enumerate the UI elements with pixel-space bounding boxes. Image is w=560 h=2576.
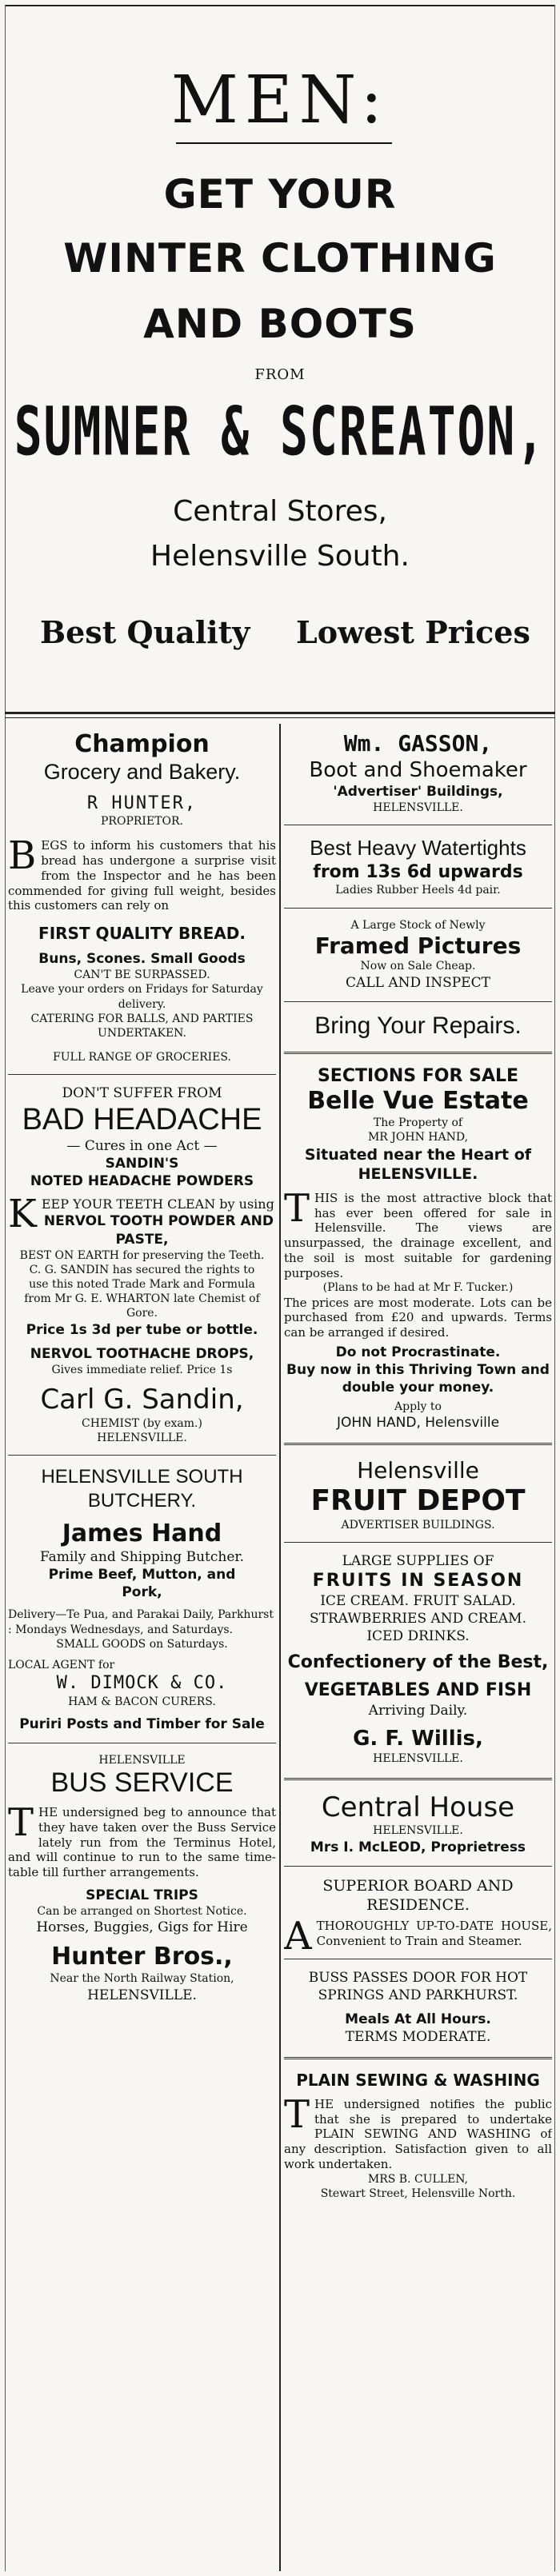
fruit-fruits: FRUITS IN SEASON: [312, 1571, 524, 1592]
bellevue-body-text: HIS is the most attractive block that has ever been offered for sale in Helensville. The views are unsurpassed, the drainage excellent, and the soil is most suitable for gardening purposes.: [284, 1190, 552, 1280]
champion-proprietor-role: PROPRIETOR.: [101, 815, 183, 829]
champion-proprietor-name: R HUNTER,: [86, 793, 198, 813]
headline-line-3: AND BOOTS: [143, 301, 417, 347]
headache-sandins: SANDIN'S: [105, 1156, 179, 1172]
central-meals: Meals At All Hours.: [345, 2011, 491, 2027]
central-title: Central House: [321, 1791, 515, 1823]
banner-divider: [5, 712, 555, 714]
firm-name: SUMNER & SCREATON,: [14, 392, 546, 471]
sewing-ad: [284, 2071, 552, 2201]
bus-dropcap: T: [8, 1800, 34, 1846]
bus-horses: Horses, Buggies, Gigs for Hire: [36, 1919, 248, 1936]
divider: [284, 1052, 552, 1054]
top-rule: [5, 5, 555, 6]
butchery-role: Family and Shipping Butcher.: [39, 1549, 245, 1566]
headache-title: BAD HEADACHE: [22, 1102, 262, 1136]
champion-cant: CAN'T BE SURPASSED.: [74, 968, 210, 982]
headache-dont: DON'T SUFFER FROM: [62, 1085, 222, 1102]
right-column: [284, 724, 552, 2571]
bus-town2: HELENSVILLE.: [87, 1987, 197, 2003]
bellevue-owner: MR JOHN HAND,: [367, 1131, 469, 1144]
champion-body: [8, 833, 276, 913]
champion-bread: FIRST QUALITY BREAD.: [38, 924, 246, 944]
divider: [284, 1542, 552, 1543]
bus-shortest: Can be arranged on Shortest Notice.: [37, 1905, 247, 1919]
gasson-stock: A Large Stock of Newly: [350, 918, 486, 932]
gasson-call: CALL AND INSPECT: [346, 974, 490, 991]
gasson-ad: [284, 724, 552, 1040]
tagline-quality: Best Quality: [40, 614, 250, 650]
right-border: [554, 5, 555, 2571]
bellevue-buy: Buy now in this Thriving Town and double your money.: [286, 1361, 550, 1396]
champion-range: FULL RANGE OF GROCERIES.: [53, 1051, 231, 1064]
fruit-iced: ICED DRINKS.: [366, 1627, 470, 1644]
butchery-agent: LOCAL AGENT for: [8, 1658, 115, 1671]
headache-noted: NOTED HEADACHE POWDERS: [30, 1173, 254, 1190]
headache-dropcap: K: [8, 1192, 37, 1237]
bellevue-sections: SECTIONS FOR SALE: [317, 1065, 519, 1086]
central-prop: Mrs I. McLEOD, Proprietress: [310, 1839, 526, 1855]
sewing-dropcap: T: [284, 2091, 310, 2137]
butchery-name: James Hand: [62, 1520, 222, 1548]
fruit-straw: STRAWBERRIES AND CREAM.: [309, 1610, 526, 1627]
butchery-curers: HAM & BACON CURERS.: [68, 1695, 216, 1708]
fruit-town2: HELENSVILLE.: [373, 1752, 463, 1766]
headache-keep-text: EEP YOUR TEETH CLEAN by using: [41, 1196, 274, 1212]
headline-line-1: GET YOUR: [163, 171, 397, 218]
chemist-name: Carl G. Sandin,: [40, 1383, 244, 1416]
champion-leave: Leave your orders on Fridays for Saturday delivery.: [21, 983, 263, 1011]
gasson-building: 'Advertiser' Buildings,: [333, 784, 503, 801]
headache-nervol: NERVOL TOOTH POWDER AND PASTE,: [43, 1213, 274, 1248]
bus-title: BUS SERVICE: [50, 1767, 234, 1799]
bellevue-situated: Situated near the Heart of HELENSVILLE.: [304, 1145, 532, 1184]
sewing-body-text: HE undersigned notifies the public that she is prepared to undertake PLAIN SEWING AND WASHING of any description. Satisfaction given to all work undertaken.: [284, 2096, 552, 2171]
bellevue-plans: (Plans to be had at Mr F. Tucker.): [322, 1281, 514, 1295]
headache-relief: Gives immediate relief. Price 1s: [51, 1363, 233, 1376]
left-column: [8, 724, 276, 2571]
champion-catering: CATERING FOR BALLS, AND PARTIES UNDERTAKEN.: [30, 1012, 254, 1040]
chemist-town: HELENSVILLE.: [97, 1431, 187, 1444]
divider: [284, 908, 552, 909]
central-ad: [284, 1791, 552, 2046]
bellevue-body: [284, 1185, 552, 1281]
headache-ad: [8, 1084, 276, 1445]
fruit-town: Helensville: [357, 1457, 479, 1484]
address-line-1: Central Stores,: [173, 495, 387, 528]
champion-subtitle: Grocery and Bakery.: [43, 760, 241, 784]
from-label: FROM: [254, 366, 306, 383]
bellevue-contact: JOHN HAND, Helensville: [336, 1415, 500, 1432]
butchery-dimock: W. DIMOCK & CO.: [56, 1673, 228, 1694]
champion-ad: [8, 724, 276, 1064]
central-board: SUPERIOR BOARD AND RESIDENCE.: [322, 1876, 514, 1915]
fruit-name: G. F. Willis,: [353, 1726, 483, 1751]
gasson-price: from 13s 6d upwards: [313, 861, 523, 882]
champion-body-text: EGS to inform his customers that his bread has undergone a surprise visit from the Inspector and he has been commended for giving full weight, besides this customers can rely on: [8, 838, 276, 913]
divider: [284, 2057, 552, 2059]
central-body: [284, 1914, 552, 1959]
divider: [284, 1443, 552, 1445]
butchery-title: HELENSVILLE SOUTH BUTCHERY.: [41, 1466, 243, 1512]
central-terms: TERMS MODERATE.: [345, 2028, 491, 2045]
left-border: [5, 5, 6, 2571]
bus-town: HELENSVILLE: [98, 1753, 186, 1767]
gasson-heels: Ladies Rubber Heels 4d pair.: [335, 884, 501, 897]
divider: [284, 1001, 552, 1002]
gasson-watertights: Best Heavy Watertights: [310, 836, 526, 861]
divider: [284, 1778, 552, 1780]
butchery-ad: [8, 1465, 276, 1733]
fruit-ad: [284, 1456, 552, 1766]
bellevue-apply: Apply to: [394, 1400, 442, 1414]
central-dropcap: A: [284, 1914, 312, 1959]
headache-cures: — Cures in one Act —: [66, 1138, 218, 1155]
bus-name: Hunter Bros.,: [51, 1943, 233, 1971]
champion-buns: Buns, Scones. Small Goods: [38, 951, 246, 968]
central-town: HELENSVILLE.: [373, 1824, 463, 1838]
sewing-addr: Stewart Street, Helensville North.: [320, 2187, 516, 2200]
fruit-building: ADVERTISER BUILDINGS.: [341, 1518, 495, 1532]
bellevue-prices: The prices are most moderate. Lots can be purchased from £20 and upwards. Terms can be arranged if desired.: [284, 1295, 552, 1340]
fruit-large: LARGE SUPPLIES OF: [342, 1552, 494, 1569]
champion-title: Champion: [74, 730, 210, 758]
banner-advertisement: [8, 8, 552, 708]
bus-ad: [8, 1753, 276, 2004]
address-line-2: Helensville South.: [150, 540, 410, 573]
divider: [8, 1455, 276, 1456]
gasson-town: HELENSVILLE.: [373, 801, 463, 815]
gasson-framed: Framed Pictures: [314, 932, 522, 959]
gasson-repairs: Bring Your Repairs.: [314, 1012, 522, 1039]
bus-near: Near the North Railway Station,: [50, 1972, 234, 1986]
gasson-sale: Now on Sale Cheap.: [360, 960, 476, 973]
chemist-role: CHEMIST (by exam.): [82, 1416, 202, 1430]
butchery-puriri: Puriri Posts and Timber for Sale: [19, 1715, 265, 1732]
butchery-meats: Prime Beef, Mutton, and Pork,: [48, 1567, 236, 1601]
fruit-arriving: Arriving Daily.: [368, 1702, 468, 1719]
banner-divider-thin: [5, 717, 555, 718]
bellevue-ad: [284, 1065, 552, 1432]
bellevue-property: The Property of: [373, 1116, 463, 1130]
bellevue-dropcap: T: [284, 1185, 310, 1231]
headline-line-2: WINTER CLOTHING: [63, 235, 497, 282]
central-body-text: THOROUGHLY UP-TO-DATE HOUSE, Convenient to Train and Steamer.: [316, 1919, 552, 1948]
butchery-small-goods: SMALL GOODS on Saturdays.: [56, 1637, 228, 1651]
sewing-name: MRS B. CULLEN,: [367, 2172, 469, 2186]
tagline-prices: Lowest Prices: [296, 614, 530, 650]
bus-special: SPECIAL TRIPS: [86, 1887, 198, 1903]
butchery-delivery: Delivery—Te Pua, and Parakai Daily, Parkhurst : Mondays Wednesdays, and Saturdays.: [8, 1608, 274, 1636]
headline-men: MEN:: [170, 62, 390, 138]
bellevue-estate: Belle Vue Estate: [307, 1087, 529, 1116]
gasson-role: Boot and Shoemaker: [309, 757, 527, 782]
bus-body-text: HE undersigned beg to announce that they have taken over the Buss Service lately run from the Terminus Hotel, and will continue to run to the same time-table till further arrangements.: [8, 1805, 276, 1880]
fruit-title: FRUIT DEPOT: [310, 1484, 526, 1518]
divider: [284, 1866, 552, 1867]
fruit-confect: Confectionery of the Best,: [287, 1651, 549, 1672]
sewing-body: [284, 2091, 552, 2172]
headache-toothache: NERVOL TOOTHACHE DROPS,: [30, 1345, 254, 1362]
column-divider: [279, 724, 281, 2571]
headache-price: Price 1s 3d per tube or bottle.: [26, 1321, 258, 1338]
headline-underline: [176, 142, 392, 144]
headache-best: BEST ON EARTH for preserving the Teeth.: [19, 1248, 265, 1262]
champion-dropcap: B: [8, 833, 37, 879]
divider: [8, 1074, 276, 1075]
headache-secured: C. G. SANDIN has secured the rights to use this noted Trade Mark and Formula from Mr G. E. WHARTON late Chemist of Gore.: [24, 1263, 260, 1320]
bus-body: [8, 1800, 276, 1880]
central-buss: BUSS PASSES DOOR FOR HOT SPRINGS AND PARKHURST.: [308, 1969, 528, 2003]
fruit-ice: ICE CREAM. FRUIT SALAD.: [320, 1592, 516, 1609]
gasson-name: Wm. GASSON,: [343, 730, 493, 757]
bellevue-procrastinate: Do not Procrastinate.: [335, 1344, 501, 1360]
fruit-veg: VEGETABLES AND FISH: [304, 1680, 532, 1701]
sewing-title: PLAIN SEWING & WASHING: [296, 2070, 540, 2090]
